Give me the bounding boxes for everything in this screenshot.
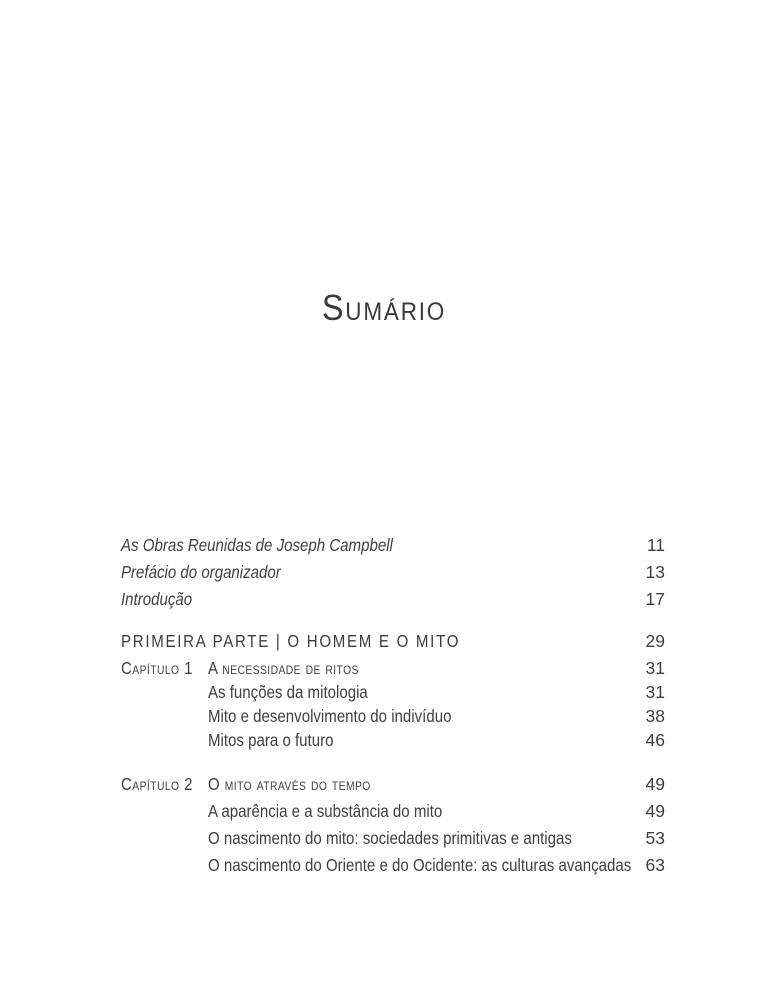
toc-row [121, 628, 665, 655]
toc-entry-title: Mito e desenvolvimento do indivíduo [208, 706, 452, 726]
toc-row [121, 798, 665, 825]
toc-row [121, 771, 665, 798]
toc-entry-title: A aparência e a substância do mito [208, 801, 443, 821]
toc-page-number: 31 [645, 682, 665, 702]
toc-row [121, 703, 665, 730]
toc-row [121, 655, 665, 682]
toc-chapter-label: Capítulo 2 [121, 774, 193, 794]
toc-entry-title: As funções da mitologia [208, 682, 368, 702]
toc-entry-title: Introdução [121, 589, 193, 609]
toc-row [121, 679, 665, 706]
toc-entry-title: O mito através do tempo [208, 774, 371, 794]
toc-row [121, 852, 665, 879]
toc-row [121, 727, 665, 754]
toc-row [121, 559, 665, 586]
table-of-contents [121, 532, 665, 879]
toc-page-number: 49 [645, 774, 665, 794]
toc-entry-title: As Obras Reunidas de Joseph Campbell [121, 535, 393, 555]
toc-part-title: PRIMEIRA PARTE | O HOMEM E O MITO [121, 631, 461, 651]
toc-page-number: 31 [645, 658, 665, 678]
toc-page-number: 63 [645, 855, 665, 875]
toc-page-number: 29 [645, 631, 665, 651]
toc-entry-title: Prefácio do organizador [121, 562, 281, 582]
toc-row [121, 586, 665, 613]
toc-entry-title: Mitos para o futuro [208, 730, 334, 750]
toc-page-number: 49 [645, 801, 665, 821]
toc-page-number: 11 [646, 535, 665, 555]
toc-entry-title: O nascimento do mito: sociedades primitivas e antigas [208, 828, 572, 848]
toc-row [121, 532, 665, 559]
toc-page-number: 53 [645, 828, 665, 848]
toc-page-number: 38 [645, 706, 665, 726]
page-title: Sumário [321, 287, 447, 328]
toc-row [121, 825, 665, 852]
toc-entry-title: O nascimento do Oriente e do Ocidente: as culturas avançadas [208, 855, 632, 875]
toc-page-number: 13 [645, 562, 665, 582]
toc-chapter-label: Capítulo 1 [121, 658, 193, 678]
toc-page-number: 17 [645, 589, 665, 609]
toc-page-number: 46 [645, 730, 665, 750]
toc-entry-title: A necessidade de ritos [208, 658, 359, 678]
